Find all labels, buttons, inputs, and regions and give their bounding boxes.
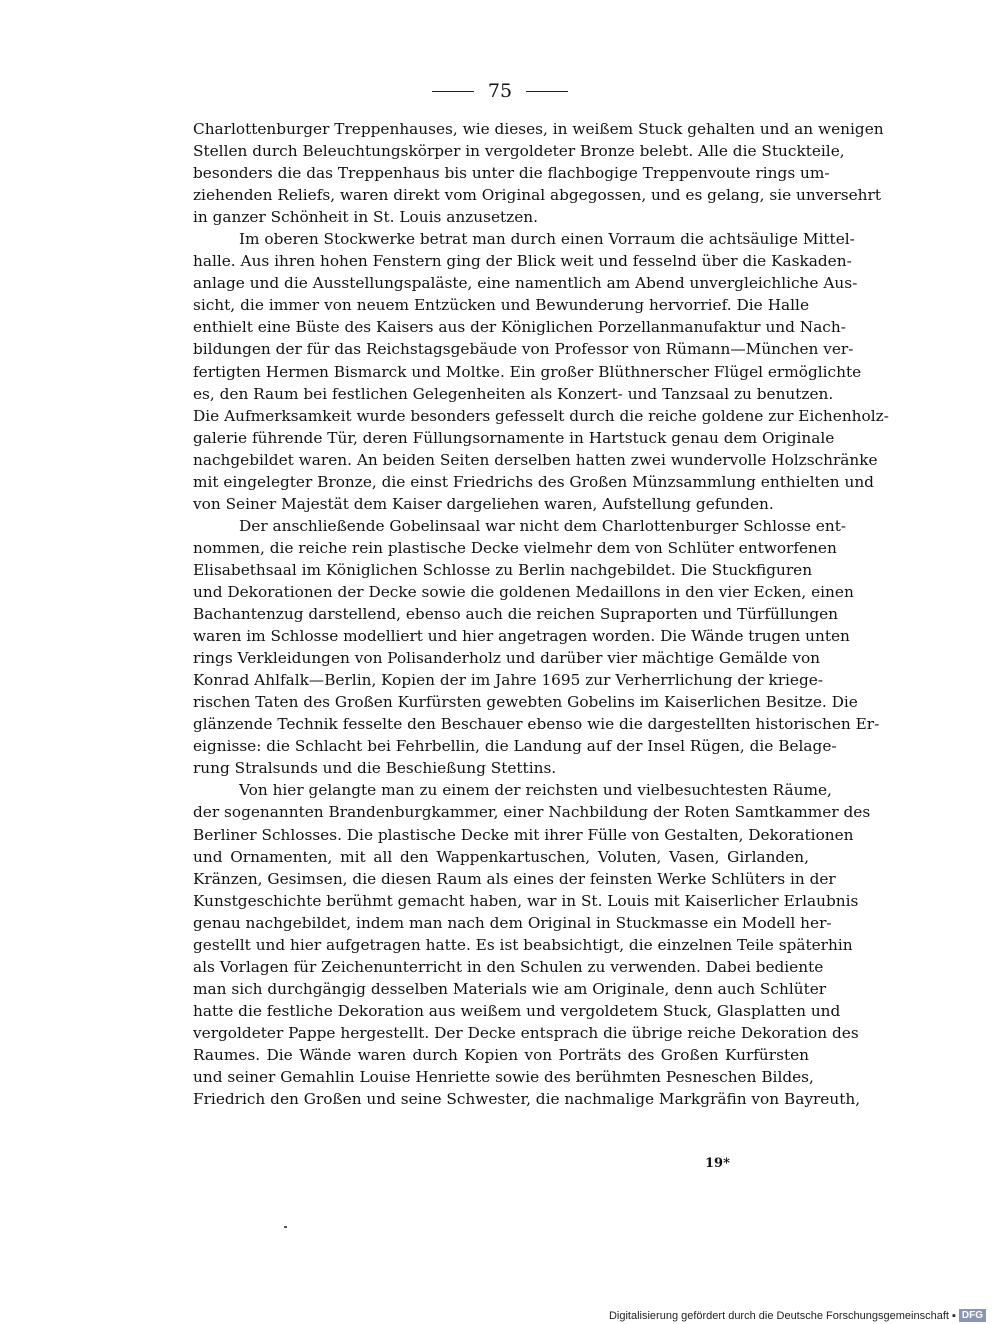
text-line: Kunstgeschichte berühmt gemacht haben, war in St. Louis mit Kaiserlicher Erlaubnis <box>193 891 859 910</box>
text-line: von Seiner Majestät dem Kaiser dargeliehen waren, Aufstellung gefunden. <box>193 494 774 513</box>
dfg-logo-icon: DFG <box>959 1309 986 1322</box>
text-line: in ganzer Schönheit in St. Louis anzusetzen. <box>193 208 538 227</box>
text-line: Charlottenburger Treppenhauses, wie dieses, in weißem Stuck gehalten und an wenigen <box>193 120 884 138</box>
text-line: nommen, die reiche rein plastische Decke vielmehr dem von Schlüter entworfenen <box>193 538 837 557</box>
text-line: sicht, die immer von neuem Entzücken und Bewunderung hervorrief. Die Halle <box>193 296 809 315</box>
text-line: bildungen der für das Reichstagsgebäude von Professor von Rümann—München ver- <box>193 340 854 359</box>
text-line: Bachantenzug darstellend, ebenso auch die reichen Supraporten und Türfüllungen <box>193 605 839 624</box>
text-line: Kränzen, Gesimsen, die diesen Raum als eines der feinsten Werke Schlüters in der <box>193 869 836 888</box>
text-line: besonders die das Treppenhaus bis unter die flachbogige Treppenvoute rings um- <box>193 164 830 183</box>
text-line: eignisse: die Schlacht bei Fehrbellin, die Landung auf der Insel Rügen, die Belage- <box>193 737 837 756</box>
text-line: vergoldeter Pappe hergestellt. Der Decke entsprach die übrige reiche Dekoration des <box>193 1023 859 1042</box>
text-line: waren im Schlosse modelliert und hier angetragen worden. Die Wände trugen unten <box>193 627 850 646</box>
page-number: 75 <box>487 80 513 102</box>
text-line: nachgebildet waren. An beiden Seiten derselben hatten zwei wundervolle Holzschränke <box>193 450 878 469</box>
text-line: anlage und die Ausstellungspaläste, eine namentlich am Abend unvergleichliche Aus- <box>193 274 858 293</box>
text-line: man sich durchgängig desselben Materials wie am Originale, denn auch Schlüter <box>193 979 827 998</box>
text-line: Raumes. Die Wände waren durch Kopien von Porträts des Großen Kurfürsten <box>193 1045 809 1064</box>
text-line: und seiner Gemahlin Louise Henriette sowie des berühmten Pesneschen Bildes, <box>193 1068 814 1087</box>
header-rule-right <box>526 91 568 92</box>
text-line: Die Aufmerksamkeit wurde besonders gefesselt durch die reiche goldene zur Eichenholz- <box>193 406 889 425</box>
text-line: rung Stralsunds und die Beschießung Stettins. <box>193 759 557 778</box>
text-line: Berliner Schlosses. Die plastische Decke mit ihrer Fülle von Gestalten, Dekorationen <box>193 825 854 844</box>
text-line: genau nachgebildet, indem man nach dem Original in Stuckmasse ein Modell her- <box>193 913 832 932</box>
text-line: hatte die festliche Dekoration aus weißem und vergoldetem Stuck, Glasplatten und <box>193 1001 841 1020</box>
page-speck <box>284 1226 287 1228</box>
text-line: Friedrich den Großen und seine Schwester, die nachmalige Markgräfin von Bayreuth, <box>193 1090 861 1109</box>
text-line: der sogenannten Brandenburgkammer, einer Nachbildung der Roten Samtkammer des <box>193 803 871 822</box>
digitization-footer <box>609 1309 986 1322</box>
text-line: fertigten Hermen Bismarck und Moltke. Ein großer Blüthnerscher Flügel ermöglichte <box>193 362 862 381</box>
text-line: rings Verkleidungen von Polisanderholz und darüber vier mächtige Gemälde von <box>193 649 821 668</box>
text-line: Im oberen Stockwerke betrat man durch einen Vorraum die achtsäulige Mittel- <box>239 230 855 249</box>
text-line: ziehenden Reliefs, waren direkt vom Original abgegossen, und es gelang, sie unversehrt <box>193 186 881 205</box>
text-line: Stellen durch Beleuchtungskörper in vergoldeter Bronze belebt. Alle die Stuckteile, <box>193 142 845 161</box>
page-header <box>0 80 1000 102</box>
text-line: rischen Taten des Großen Kurfürsten gewebten Gobelins im Kaiserlichen Besitze. Die <box>193 693 858 712</box>
text-line: und Ornamenten, mit all den Wappenkartuschen, Voluten, Vasen, Girlanden, <box>193 847 809 866</box>
text-line: glänzende Technik fesselte den Beschauer ebenso wie die dargestellten historischen Er- <box>193 715 880 734</box>
text-line: mit eingelegter Bronze, die einst Friedrichs des Großen Münzsammlung enthielten und <box>193 472 874 491</box>
text-line: Von hier gelangte man zu einem der reichsten und vielbesuchtesten Räume, <box>239 781 832 800</box>
text-line: gestellt und hier aufgetragen hatte. Es ist beabsichtigt, die einzelnen Teile späterhin <box>193 935 853 954</box>
text-line: Der anschließende Gobelinsaal war nicht dem Charlottenburger Schlosse ent- <box>239 516 847 535</box>
text-line: Elisabethsaal im Königlichen Schlosse zu Berlin nachgebildet. Die Stuckfiguren <box>193 560 813 579</box>
header-rule-left <box>432 91 474 92</box>
text-line: als Vorlagen für Zeichenunterricht in den Schulen zu verwenden. Dabei bediente <box>193 957 824 976</box>
text-line: es, den Raum bei festlichen Gelegenheiten als Konzert- und Tanzsaal zu benutzen. <box>193 384 834 403</box>
body-text <box>193 118 889 1110</box>
text-line: halle. Aus ihren hohen Fenstern ging der Blick weit und fesselnd über die Kaskaden- <box>193 252 852 271</box>
printer-signature: 19* <box>705 1156 730 1171</box>
text-line: und Dekorationen der Decke sowie die goldenen Medaillons in den vier Ecken, einen <box>193 582 854 601</box>
text-line: galerie führende Tür, deren Füllungsornamente in Hartstuck genau dem Originale <box>193 428 835 447</box>
footer-text: Digitalisierung gefördert durch die Deutsche Forschungsgemeinschaft ▪ <box>608 1309 956 1322</box>
text-line: enthielt eine Büste des Kaisers aus der Königlichen Porzellanmanufaktur und Nach- <box>193 318 846 337</box>
text-line: Konrad Ahlfalk—Berlin, Kopien der im Jahre 1695 zur Verherrlichung der kriege- <box>193 671 823 690</box>
